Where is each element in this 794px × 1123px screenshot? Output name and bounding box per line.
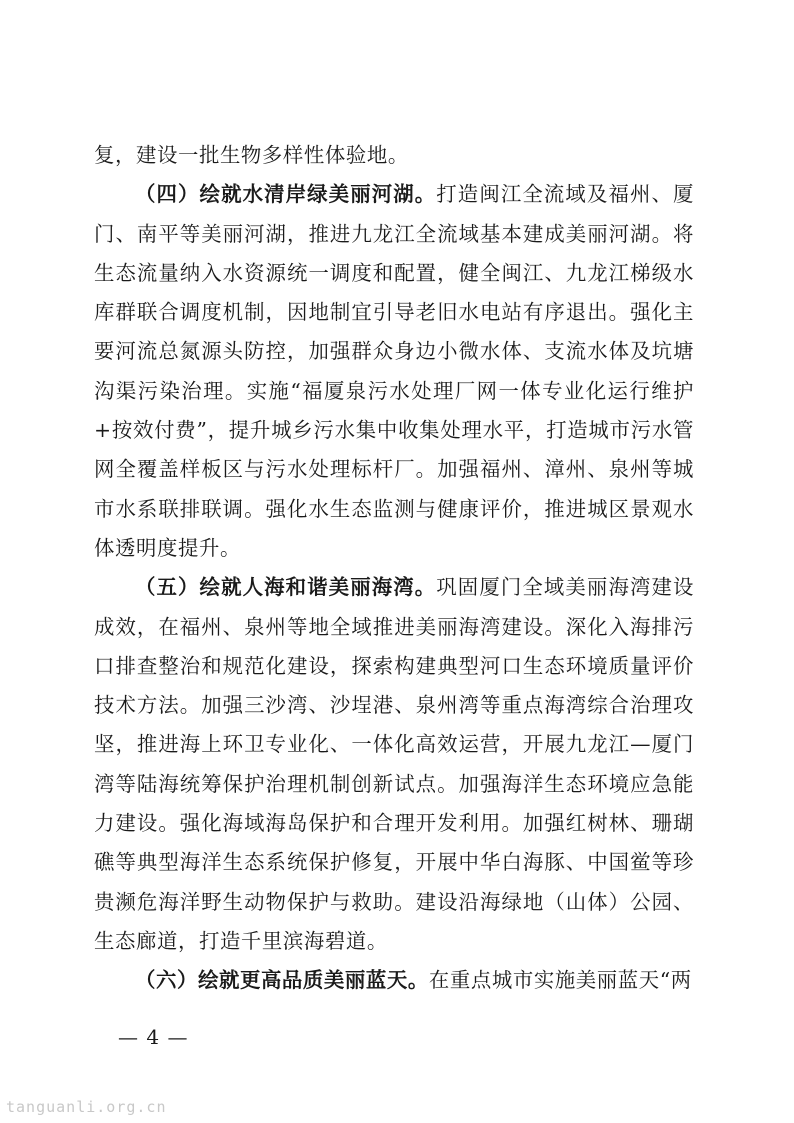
paragraph-text: 复，建设一批生物多样性体验地。 (94, 143, 409, 167)
section-heading: （六）绘就更高品质美丽蓝天。 (135, 968, 429, 993)
page-number: — 4 — (118, 1025, 189, 1049)
document-body (94, 136, 694, 1001)
paragraph-text: 在重点城市实施美丽蓝天“两 (428, 968, 692, 993)
paragraph-text: 巩固厦门全域美丽海湾建设成效，在福州、泉州等地全域推进美丽海湾建设。深化入海排污口排查整治和规范化建设，探索构建典型河口生态环境质量评价技术方法。加强三沙湾、沙埕港、泉州湾等重点海湾综合治理攻坚，推进海上环卫专业化、一体化高效运营，开展九龙江—厦门湾等陆海统筹保护治理机制创新试点。加强海洋生态环境应急能力建设。强化海域海岛保护和合理开发利用。加强红树林、珊瑚礁等典型海洋生态系统保护修复，开展中华白海豚、中国鲎等珍贵濒危海洋野生动物保护与救助。建设沿海绿地（山体）公园、生态廊道，打造千里滨海碧道。 (94, 575, 694, 953)
paragraph-continuation (94, 136, 694, 175)
paragraph-section-4 (94, 175, 694, 568)
section-heading: （四）绘就水清岸绿美丽河湖。 (135, 182, 437, 207)
section-heading: （五）绘就人海和谐美丽海湾。 (135, 575, 437, 600)
watermark-text: tanguanli.org.cn (6, 1098, 167, 1116)
paragraph-section-5 (94, 568, 694, 961)
paragraph-text: 打造闽江全流域及福州、厦门、南平等美丽河湖，推进九龙江全流域基本建成美丽河湖。将生态流量纳入水资源统一调度和配置，健全闽江、九龙江梯级水库群联合调度机制，因地制宜引导老旧水电站有序退出。强化主要河流总氮源头防控，加强群众身边小微水体、支流水体及坑塘沟渠污染治理。实施“福厦泉污水处理厂网一体专业化运行维护+按效付费”，提升城乡污水集中收集处理水平，打造城市污水管网全覆盖样板区与污水处理标杆厂。加强福州、漳州、泉州等城市水系联排联调。强化水生态监测与健康评价，推进城区景观水体透明度提升。 (94, 182, 694, 560)
paragraph-section-6 (94, 961, 694, 1000)
